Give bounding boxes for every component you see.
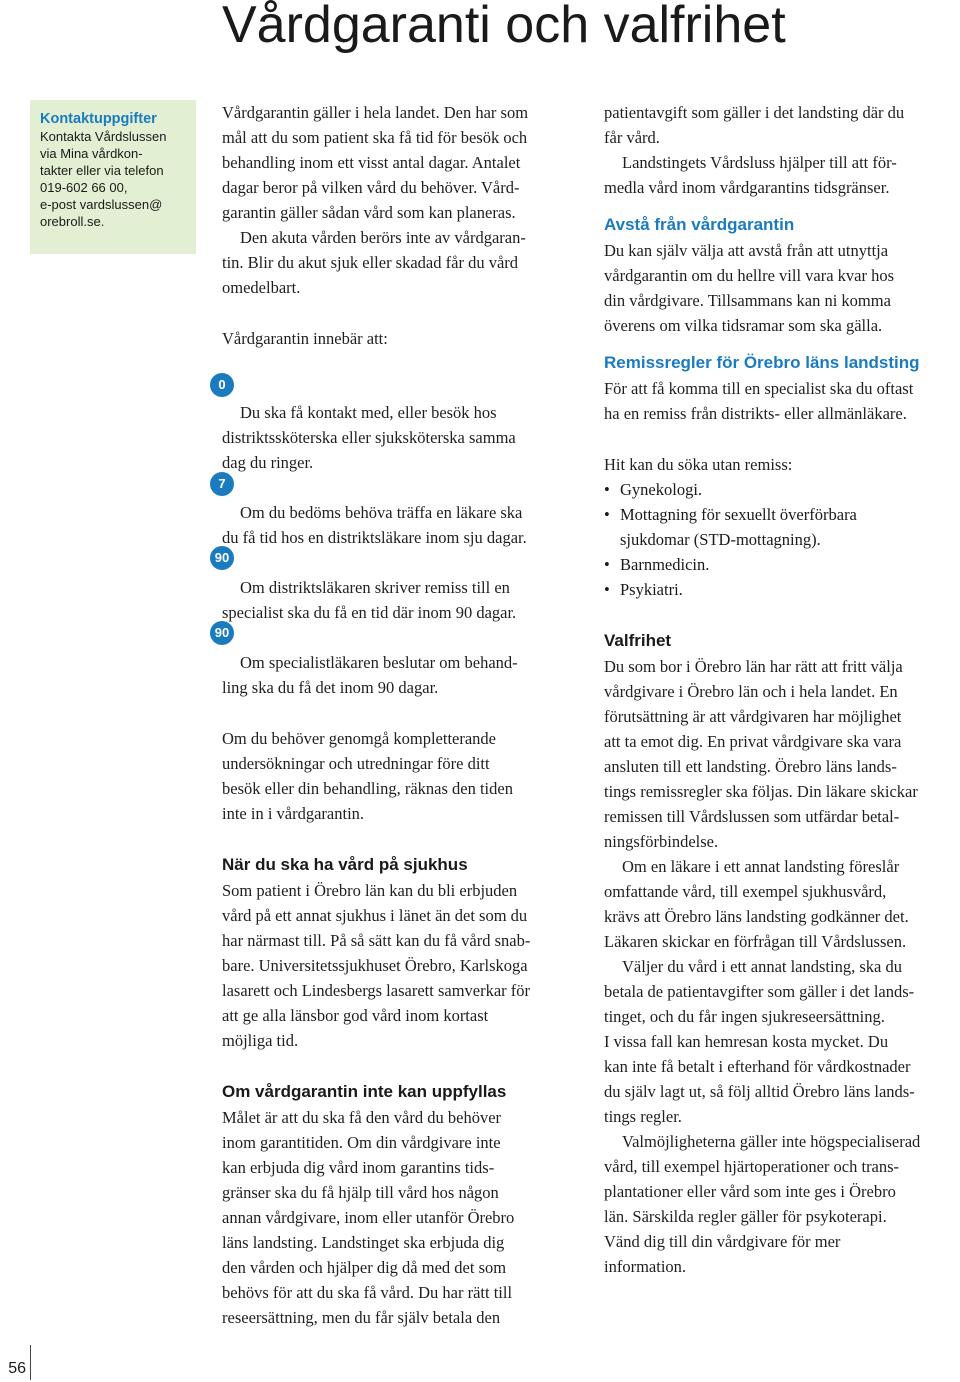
step-7 [222,500,582,550]
text-line: tin. Blir du akut sjuk eller skadad får du vård [222,253,519,272]
text-line: Valmöjligheterna gäller inte högspecialiserad [622,1132,921,1151]
text-line: information. [604,1257,687,1276]
bullet-icon: • [604,505,610,524]
text-line: tinget, och du får ingen sjukreseersättning. [604,1007,885,1026]
text-line: undersökningar och utredningar före ditt [222,754,490,773]
opt-out-heading: Avstå från vårdgarantin [604,215,795,234]
text-line: ningsförbindelse. [604,832,719,851]
text-line: vårdgarantin om du hellre vill vara kvar hos [604,266,895,285]
text-line: Vårdgarantin gäller i hela landet. Den har som [222,103,529,122]
page-title: Vårdgaranti och valfrihet [222,0,786,54]
step-badge-7: 7 [210,472,234,496]
choice-paragraph-3 [604,954,960,1029]
text-line: mål att du som patient ska få tid för besök och [222,128,528,147]
text-line: att ta emot dig. En privat vårdgivare ska vara [604,732,902,751]
page-number: 56 [8,1360,26,1377]
text-line: Om du bedöms behöva träffa en läkare ska [240,503,523,522]
text-line: I vissa fall kan hemresan kosta mycket. Du [604,1032,889,1051]
choice-heading: Valfrihet [604,631,672,650]
step-0 [222,400,582,475]
text-line: tings regler. [604,1107,682,1126]
sluss-paragraph [604,150,960,200]
list-item-continuation: sjukdomar (STD-mottagning). [620,530,821,549]
right-column [604,100,960,1279]
choice-paragraph-4 [604,1029,960,1129]
text-line: medla vård inom vårdgarantins tidsgränser. [604,178,890,197]
text-line: inte in i vårdgarantin. [222,804,365,823]
text-line: orebroll.se. [40,214,105,229]
text-line: har närmast till. På så sätt kan du få vård snab- [222,931,531,950]
text-line: Den akuta vården berörs inte av vårdgaran- [240,228,526,247]
text-line: Kontakta Vårdslussen [40,129,167,144]
left-column [222,100,582,1330]
choice-paragraph-1 [604,654,960,854]
text-line: Väljer du vård i ett annat landsting, ska du [622,957,902,976]
text-line: gränser ska du få hjälp till vård hos någon [222,1183,499,1202]
text-line: behövs för att du ska få vård. Du har rätt till [222,1283,513,1302]
text-line: att ge alla länsbor god vård inom kortast [222,1006,489,1025]
hospital-heading: När du ska ha vård på sjukhus [222,855,468,874]
text-line: tings remissregler ska följas. Din läkare skickar [604,782,918,801]
step-90-referral [222,575,582,625]
choice-paragraph-2 [604,854,960,954]
text-line: Landstingets Vårdsluss hjälper till att för- [622,153,897,172]
text-line: du själv lagt ut, så följ alltid Örebro läns lands- [604,1082,915,1101]
text-line: får vård. [604,128,660,147]
text-line: omfattande vård, till exempel sjukhusvård, [604,882,887,901]
text-line: den vården och hjälper dig då med det som [222,1258,507,1277]
text-line: kan erbjuda dig vård inom garantins tids- [222,1158,495,1177]
referral-paragraph [604,376,960,426]
text-line: län. Särskilda regler gäller för psykoterapi. [604,1207,887,1226]
step-90-treatment [222,650,582,700]
text-line: du få tid hos en distriktsläkare inom sju dagar. [222,528,527,547]
text-line: Vänd dig till din vårdgivare för mer [604,1232,841,1251]
no-referral-list [604,477,960,602]
text-line: Om en läkare i ett annat landsting föreslår [622,857,900,876]
text-line: plantationer eller vård som inte ges i Örebro [604,1182,896,1201]
text-line: överens om vilka tidsramar som ska gälla. [604,316,883,335]
bullet-icon: • [604,480,610,499]
step-badge-90-referral: 90 [210,546,234,570]
text-line: kan inte få betalt i efterhand för vårdkostnader [604,1057,911,1076]
guarantee-lead: Vårdgarantin innebär att: [222,329,388,348]
choice-paragraph-5 [604,1129,960,1279]
text-line: vårdgivare i Örebro län och i hela landet. En [604,682,898,701]
text-line: Du som bor i Örebro län har rätt att fritt välja [604,657,903,676]
text-line: e-post vardslussen@ [40,197,163,212]
text-line: behandling inom ett visst antal dagar. Antalet [222,153,521,172]
opt-out-paragraph [604,238,960,338]
text-line: garantin gäller sådan vård som kan planeras. [222,203,516,222]
text-line: vård, till exempel hjärtoperationer och trans- [604,1157,900,1176]
text-line: möjliga tid. [222,1031,299,1050]
text-line: dagar beror på vilken vård du behöver. Vård- [222,178,520,197]
list-item-text: Mottagning för sexuellt överförbara [620,505,857,524]
text-line: reseersättning, men du får själv betala den [222,1308,501,1327]
list-item [604,577,960,602]
text-line: annan vårdgivare, inom eller utanför Örebro [222,1208,515,1227]
list-item [604,502,960,527]
text-line: förutsättning är att vårdgivaren har möjlighet [604,707,902,726]
text-line: ha en remiss från distrikts- eller allmänläkare. [604,404,907,423]
text-line: ansluten till ett landsting. Örebro läns lands- [604,757,897,776]
text-line: För att få komma till en specialist ska du oftast [604,379,914,398]
contact-box-body [40,128,186,230]
text-line: distriktssköterska eller sjuksköterska samma [222,428,516,447]
text-line: dag du ringer. [222,453,314,472]
text-line: Läkaren skickar en förfrågan till Vårdslussen. [604,932,907,951]
text-line: betala de patientavgifter som gäller i det lands- [604,982,915,1001]
text-line: 019-602 66 00, [40,180,128,195]
text-line: ling ska du få det inom 90 dagar. [222,678,439,697]
text-line: inom garantitiden. Om din vårdgivare inte [222,1133,501,1152]
step-badge-0: 0 [210,373,234,397]
referral-heading: Remissregler för Örebro läns landsting [604,353,920,372]
text-line: besök eller din behandling, räknas den tiden [222,779,513,798]
text-line: läns landsting. Landstinget ska erbjuda dig [222,1233,505,1252]
text-line: din vårdgivare. Tillsammans kan ni komma [604,291,891,310]
step-badge-90-treatment: 90 [210,621,234,645]
contact-box-heading: Kontaktuppgifter [40,111,157,127]
text-line: Du ska få kontakt med, eller besök hos [240,403,497,422]
text-line: Om du behöver genomgå kompletterande [222,729,496,748]
bullet-icon: • [604,580,610,599]
no-referral-lead: Hit kan du söka utan remiss: [604,455,793,474]
list-item [604,552,960,577]
text-line: patientavgift som gäller i det landsting där du [604,103,905,122]
text-line: specialist ska du få en tid där inom 90 dagar. [222,603,517,622]
contact-box [30,100,196,254]
list-item-text: Barnmedicin. [620,555,710,574]
text-line: remissen till Vårdslussen som utfärdar betal- [604,807,900,826]
text-line: Om specialistläkaren beslutar om behand- [240,653,518,672]
list-item-text: Psykiatri. [620,580,683,599]
continuation-paragraph [604,100,960,150]
page-number-rule [30,1345,31,1380]
list-item [604,477,960,502]
text-line: vård på ett annat sjukhus i länet än det som du [222,906,528,925]
text-line: bare. Universitetssjukhuset Örebro, Karlskoga [222,956,528,975]
unmet-paragraph [222,1105,582,1330]
list-item-text: Gynekologi. [620,480,703,499]
text-line: Målet är att du ska få den vård du behöver [222,1108,502,1127]
unmet-heading: Om vårdgarantin inte kan uppfyllas [222,1082,507,1101]
text-line: via Mina vårdkon- [40,146,143,161]
text-line: Som patient i Örebro län kan du bli erbjuden [222,881,518,900]
intro-paragraph [222,100,582,225]
bullet-icon: • [604,555,610,574]
text-line: lasarett och Lindesbergs lasarett samverkar för [222,981,531,1000]
text-line: omedelbart. [222,278,301,297]
extra-paragraph [222,726,582,826]
text-line: Du kan själv välja att avstå från att utnyttja [604,241,889,260]
acute-paragraph [222,225,582,300]
text-line: krävs att Örebro läns landsting godkänner det. [604,907,909,926]
text-line: Om distriktsläkaren skriver remiss till en [240,578,510,597]
hospital-paragraph [222,878,582,1053]
text-line: takter eller via telefon [40,163,164,178]
